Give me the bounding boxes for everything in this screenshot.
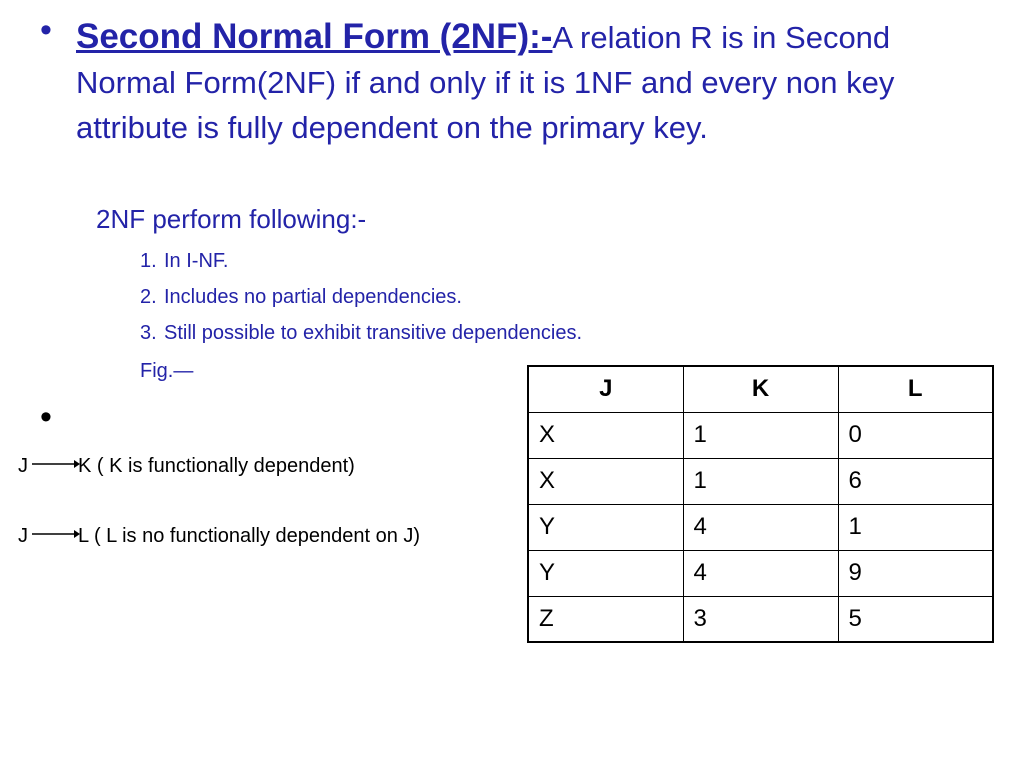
list-item <box>140 286 462 309</box>
bullet: • <box>40 11 52 49</box>
list-item-number: 1. <box>140 250 157 272</box>
list-item <box>140 322 582 345</box>
table-cell: 1 <box>683 412 838 458</box>
table-cell: 5 <box>838 596 993 642</box>
table-cell: 1 <box>683 458 838 504</box>
table-row <box>528 550 993 596</box>
table-cell: 1 <box>838 504 993 550</box>
table-row <box>528 504 993 550</box>
table-header-row <box>528 366 993 412</box>
table-row <box>528 412 993 458</box>
table-cell: 0 <box>838 412 993 458</box>
right-arrow-icon <box>30 525 80 545</box>
table-cell: Y <box>528 550 683 596</box>
list-item-text: Still possible to exhibit transitive dependencies. <box>164 322 583 344</box>
table-cell: 3 <box>683 596 838 642</box>
list-item-text: In I-NF. <box>164 250 229 272</box>
list-item-number: 2. <box>140 286 157 308</box>
table-header-cell: L <box>838 366 993 412</box>
table-cell: 6 <box>838 458 993 504</box>
table-cell: X <box>528 412 683 458</box>
table-row <box>528 596 993 642</box>
heading-title: Second Normal Form (2NF):- <box>76 17 553 56</box>
list-item-number: 3. <box>140 322 157 344</box>
table-cell: Z <box>528 596 683 642</box>
fig-label: Fig.— <box>140 360 194 382</box>
bullet-empty: • <box>40 398 52 436</box>
heading-block <box>76 14 976 150</box>
dependency-lhs: J <box>18 525 28 547</box>
dependency-row <box>18 525 421 548</box>
dependency-row <box>18 455 355 478</box>
table-cell: Y <box>528 504 683 550</box>
table-cell: 9 <box>838 550 993 596</box>
sub-heading: 2NF perform following:- <box>96 204 367 234</box>
table-cell: 4 <box>683 550 838 596</box>
dependency-rhs: L ( L is no functionally dependent on J) <box>78 525 421 547</box>
list-item <box>140 250 228 273</box>
relation-table <box>527 365 994 643</box>
dependency-lhs: J <box>18 455 28 477</box>
right-arrow-icon <box>30 455 80 475</box>
table-row <box>528 458 993 504</box>
table-header-cell: K <box>683 366 838 412</box>
table-cell: X <box>528 458 683 504</box>
table-header-cell: J <box>528 366 683 412</box>
table-cell: 4 <box>683 504 838 550</box>
list-item-text: Includes no partial dependencies. <box>164 286 462 308</box>
dependency-rhs: K ( K is functionally dependent) <box>78 455 355 477</box>
heading-description: A relation R is in Second Normal Form(2NF) if and only if it is 1NF and every non key attribute is fully dependent on the primary key. <box>76 20 895 145</box>
